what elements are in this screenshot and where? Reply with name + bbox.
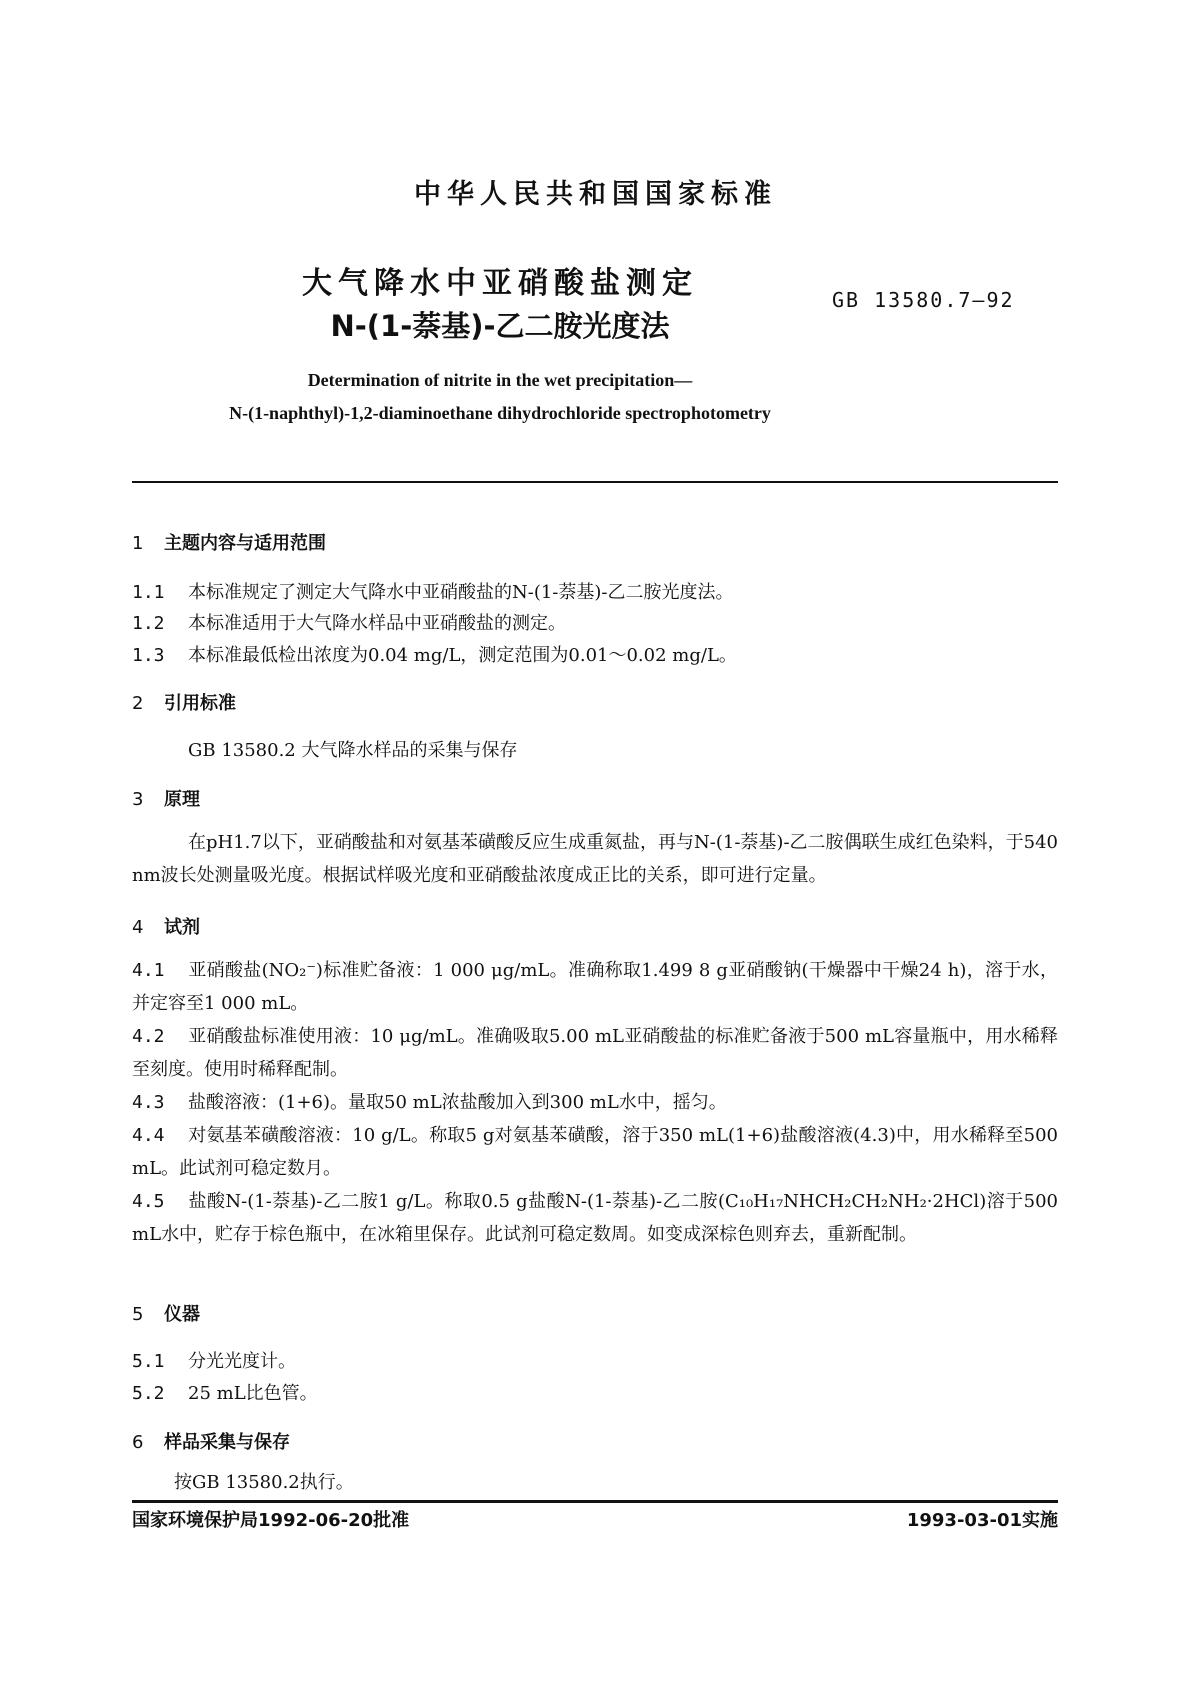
principle-paragraph: 在pH1.7以下，亚硝酸盐和对氨基苯磺酸反应生成重氮盐，再与N-(1-萘基)-乙二胺偶联生成红色染料，于540 nm波长处测量吸光度。根据试样吸光度和亚硝酸盐浓度成正比的关系，即可进行定量。: [132, 832, 1058, 886]
referenced-standard: GB 13580.2 大气降水样品的采集与保存: [188, 740, 518, 761]
clause-1-1: [132, 578, 734, 604]
section-heading-6: [132, 1428, 290, 1454]
clause-number: 4.2: [132, 1026, 165, 1047]
clause-number: 5.1: [132, 1351, 165, 1372]
section-number: 5: [132, 1304, 144, 1325]
section-number: 6: [132, 1432, 144, 1453]
clause-number: 1.1: [132, 582, 165, 603]
clause-number: 4.4: [132, 1125, 165, 1146]
top-divider: [132, 481, 1058, 483]
section-heading-5: [132, 1300, 200, 1326]
clause-4-5: [132, 1185, 1058, 1251]
sampling-paragraph: 按GB 13580.2执行。: [174, 1472, 354, 1493]
section-heading-1: [132, 529, 326, 555]
section-number: 2: [132, 693, 144, 714]
clause-number: 4.1: [132, 960, 165, 981]
clause-text: 分光光度计。: [188, 1351, 296, 1372]
section-title: 仪器: [164, 1304, 200, 1325]
section-number: 1: [132, 533, 144, 554]
section-title: 试剂: [164, 917, 200, 938]
clause-1-2: [132, 609, 566, 635]
section-heading-2: [132, 689, 236, 715]
clause-text: 本标准最低检出浓度为0.04 mg/L，测定范围为0.01～0.02 mg/L。: [188, 645, 737, 666]
clause-number: 1.3: [132, 645, 165, 666]
clause-number: 5.2: [132, 1383, 165, 1404]
section-title: 原理: [164, 789, 200, 810]
clause-number: 1.2: [132, 613, 165, 634]
clause-text: 亚硝酸盐(NO₂⁻)标准贮备液：1 000 μg/mL。准确称取1.499 8 g亚硝酸钠(干燥器中干燥24 h)，溶于水，并定容至1 000 mL。: [132, 960, 1058, 1014]
clause-text: 盐酸溶液：(1+6)。量取50 mL浓盐酸加入到300 mL水中，摇匀。: [188, 1092, 727, 1113]
english-title-line2: N-(1-naphthyl)-1,2-diaminoethane dihydrochloride spectrophotometry: [229, 403, 771, 423]
implementation-date: 1993-03-01实施: [906, 1510, 1058, 1531]
clause-4-4: [132, 1119, 1058, 1185]
section-title: 引用标准: [164, 693, 236, 714]
clause-number: 4.3: [132, 1092, 165, 1113]
national-standard-header: 中华人民共和国国家标准: [414, 179, 777, 210]
approval-date: 国家环境保护局1992-06-20批准: [132, 1510, 410, 1531]
clause-text: 对氨基苯磺酸溶液：10 g/L。称取5 g对氨基苯磺酸，溶于350 mL(1+6)盐酸溶液(4.3)中，用水稀释至500 mL。此试剂可稳定数月。: [132, 1125, 1058, 1179]
section-title: 样品采集与保存: [164, 1432, 290, 1453]
bottom-divider: [132, 1500, 1058, 1503]
section-heading-4: [132, 913, 200, 939]
document-title-line2: N-(1-萘基)-乙二胺光度法: [330, 309, 670, 343]
clause-number: 4.5: [132, 1191, 165, 1212]
standard-number: GB 13580.7—92: [832, 288, 1015, 312]
english-title-line1: Determination of nitrite in the wet precipitation—: [307, 370, 693, 390]
clause-text: 盐酸N-(1-萘基)-乙二胺1 g/L。称取0.5 g盐酸N-(1-萘基)-乙二胺(C₁₀H₁₇NHCH₂CH₂NH₂·2HCl)溶于500 mL水中，贮存于棕色瓶中，在冰箱里保存。此试剂可稳定数周。如变成深棕色则弃去，重新配制。: [132, 1191, 1058, 1245]
section-title: 主题内容与适用范围: [164, 533, 326, 554]
clause-1-3: [132, 641, 737, 667]
clause-4-1: [132, 954, 1058, 1020]
document-title-line1: 大气降水中亚硝酸盐测定: [302, 266, 698, 301]
clause-text: 本标准规定了测定大气降水中亚硝酸盐的N-(1-萘基)-乙二胺光度法。: [188, 582, 734, 603]
clause-4-2: [132, 1020, 1058, 1086]
section-heading-3: [132, 785, 200, 811]
clause-4-3: [132, 1086, 1058, 1119]
clause-5-1: [132, 1347, 296, 1373]
clause-5-2: [132, 1379, 318, 1405]
clause-text: 亚硝酸盐标准使用液：10 μg/mL。准确吸取5.00 mL亚硝酸盐的标准贮备液于500 mL容量瓶中，用水稀释至刻度。使用时稀释配制。: [132, 1026, 1058, 1080]
section-number: 4: [132, 917, 144, 938]
clause-text: 25 mL比色管。: [188, 1383, 318, 1404]
clause-text: 本标准适用于大气降水样品中亚硝酸盐的测定。: [188, 613, 566, 634]
section-number: 3: [132, 789, 144, 810]
